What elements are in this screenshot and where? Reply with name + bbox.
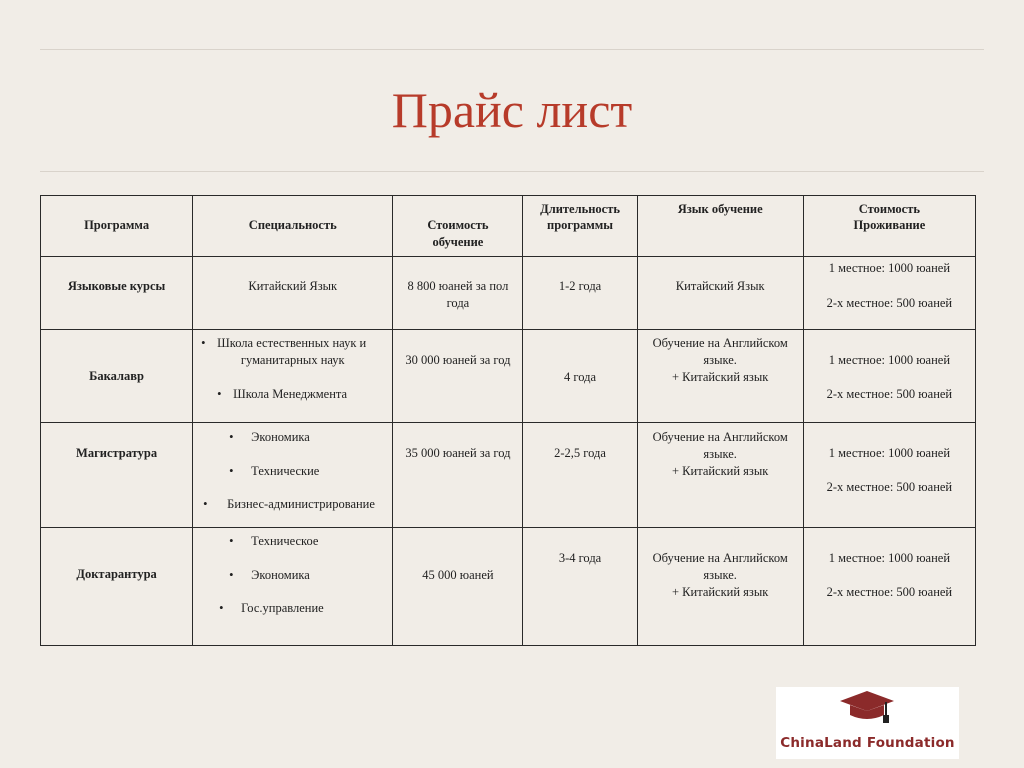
specialty-item: • Техническое <box>229 534 319 548</box>
housing-single: 1 местное: 1000 юаней <box>828 353 951 367</box>
housing-cell <box>803 423 975 528</box>
language-text: Китайский Язык <box>675 279 765 293</box>
specialty-item: • Экономика <box>229 568 310 582</box>
header-cost-line2: обучение <box>432 235 484 249</box>
housing-double: 2-х местное: 500 юаней <box>826 585 953 599</box>
cost-text: 30 000 юаней за год <box>405 353 511 367</box>
duration-text: 4 года <box>564 370 597 384</box>
language-line2: языке. <box>703 447 737 461</box>
specialty-cell <box>193 423 393 528</box>
housing-single: 1 местное: 1000 юаней <box>828 261 951 275</box>
language-line3: + Китайский язык <box>672 585 769 599</box>
housing-cell <box>803 330 975 423</box>
cost-cell <box>393 257 523 330</box>
program-name: Магистратура <box>76 446 158 460</box>
header-language-label: Язык обучение <box>677 202 763 216</box>
program-name: Языковые курсы <box>67 279 166 293</box>
program-cell <box>41 257 193 330</box>
housing-single: 1 местное: 1000 юаней <box>828 551 951 565</box>
duration-text: 2-2,5 года <box>554 446 606 460</box>
program-name: Бакалавр <box>89 369 144 383</box>
duration-cell <box>523 528 637 646</box>
language-line1: Обучение на Английском <box>652 336 788 350</box>
language-line1: Обучение на Английском <box>652 430 788 444</box>
top-divider <box>40 49 984 50</box>
language-line3: + Китайский язык <box>672 464 769 478</box>
title-divider <box>40 171 984 172</box>
duration-text: 3-4 года <box>558 551 602 565</box>
duration-cell <box>523 423 637 528</box>
cost-cell <box>393 423 523 528</box>
header-specialty <box>193 196 393 257</box>
duration-cell <box>523 257 637 330</box>
header-program <box>41 196 193 257</box>
cost-text: 35 000 юаней за год <box>405 446 511 460</box>
housing-double: 2-х местное: 500 юаней <box>826 296 953 310</box>
table-row <box>41 528 976 646</box>
language-cell <box>637 330 803 423</box>
cost-line1: 8 800 юаней за пол <box>407 279 509 293</box>
header-housing-line2: Проживание <box>853 218 926 232</box>
housing-cell <box>803 528 975 646</box>
header-duration-line1: Длительность <box>540 202 620 216</box>
price-table <box>40 195 976 646</box>
language-cell <box>637 257 803 330</box>
specialty-cell <box>193 330 393 423</box>
specialty-item: • Школа естественных наук и <box>201 336 367 350</box>
header-cost <box>393 196 523 257</box>
specialty-item: • Экономика <box>229 430 310 444</box>
housing-double: 2-х местное: 500 юаней <box>826 480 953 494</box>
header-language <box>637 196 803 257</box>
language-line2: языке. <box>703 353 737 367</box>
housing-single: 1 местное: 1000 юаней <box>828 446 951 460</box>
housing-cell <box>803 257 975 330</box>
chinaland-logo <box>776 687 959 759</box>
table-row <box>41 423 976 528</box>
duration-cell <box>523 330 637 423</box>
specialty-cell <box>193 528 393 646</box>
specialty-item: • Бизнес-администрирование <box>203 497 375 511</box>
header-duration <box>523 196 637 257</box>
program-name: Доктарантура <box>76 567 157 581</box>
specialty-item: • Гос.управление <box>219 601 324 615</box>
cost-cell <box>393 528 523 646</box>
table-row <box>41 330 976 423</box>
program-cell <box>41 423 193 528</box>
language-line1: Обучение на Английском <box>652 551 788 565</box>
language-line3: + Китайский язык <box>672 370 769 384</box>
header-program-label: Программа <box>84 218 150 232</box>
program-cell <box>41 528 193 646</box>
specialty-item: • Технические <box>229 464 320 478</box>
header-duration-line2: программы <box>547 218 614 232</box>
table-header-row <box>41 196 976 257</box>
cost-cell <box>393 330 523 423</box>
specialty-item: • Школа Менеджмента <box>217 387 348 401</box>
slide-title: Прайс лист <box>391 82 633 138</box>
cost-line2: года <box>446 296 470 310</box>
housing-double: 2-х местное: 500 юаней <box>826 387 953 401</box>
graduation-cap-icon <box>776 687 959 731</box>
header-housing-line1: Стоимость <box>858 202 920 216</box>
logo-text: ChinaLand Foundation <box>780 735 955 751</box>
language-line2: языке. <box>703 568 737 582</box>
specialty-item-continuation: гуманитарных наук <box>240 353 345 367</box>
header-cost-line1: Стоимость <box>427 218 489 232</box>
cost-text: 45 000 юаней <box>422 568 494 582</box>
specialty-cell <box>193 257 393 330</box>
language-cell <box>637 528 803 646</box>
header-specialty-label: Специальность <box>248 218 337 232</box>
specialty-text: Китайский Язык <box>248 279 338 293</box>
duration-text: 1-2 года <box>558 279 602 293</box>
language-cell <box>637 423 803 528</box>
program-cell <box>41 330 193 423</box>
header-housing <box>803 196 975 257</box>
table-row <box>41 257 976 330</box>
